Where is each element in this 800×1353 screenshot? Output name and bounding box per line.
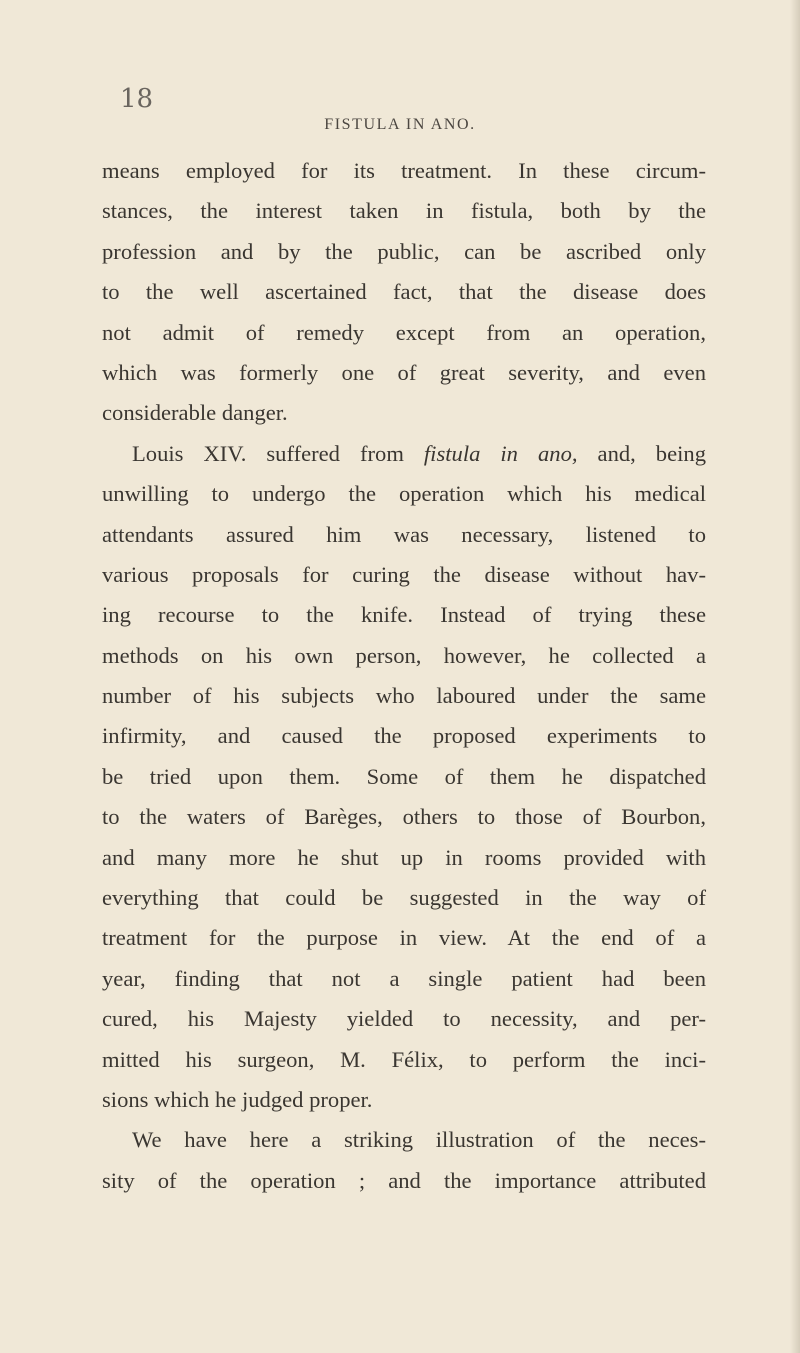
text-line: sions which he judged proper.	[102, 1086, 373, 1112]
text-line: means employed for its treatment. In these circum-	[102, 158, 706, 183]
louis-before: Louis XIV. suffered from	[132, 440, 424, 466]
text-line: sity of the operation ; and the importance attributed	[102, 1167, 706, 1193]
text-line: unwilling to undergo the operation which his medical	[102, 481, 706, 507]
text-line: be tried upon them. Some of them he dispatched	[102, 763, 706, 789]
text-line-louis	[102, 434, 706, 474]
text-line: not admit of remedy except from an operation,	[102, 319, 706, 345]
text-line: cured, his Majesty yielded to necessity, and per-	[102, 1006, 706, 1032]
text-line: treatment for the purpose in view. At the end of a	[102, 925, 706, 951]
text-line: number of his subjects who laboured under the same	[102, 683, 706, 709]
text-line: infirmity, and caused the proposed experiments to	[102, 723, 706, 749]
text-line: methods on his own person, however, he collected a	[102, 642, 706, 668]
text-line: year, finding that not a single patient had been	[102, 965, 706, 991]
louis-after: and, being	[577, 440, 707, 466]
running-head: FISTULA IN ANO.	[324, 116, 476, 133]
text-line: stances, the interest taken in fistula, both by the	[102, 198, 706, 224]
page-edge-shadow	[790, 0, 800, 1353]
text-line: various proposals for curing the disease without hav-	[102, 561, 706, 587]
text-line: to the waters of Barèges, others to those of Bourbon,	[102, 804, 706, 830]
text-line: attendants assured him was necessary, listened to	[102, 521, 706, 547]
text-line: ing recourse to the knife. Instead of trying these	[102, 602, 706, 628]
text-line: profession and by the public, can be ascribed only	[102, 238, 706, 264]
text-line: mitted his surgeon, M. Félix, to perform the inci-	[102, 1046, 706, 1072]
body-text	[102, 151, 706, 1201]
text-line: considerable danger.	[102, 400, 288, 426]
page-number: 18	[120, 84, 154, 114]
text-line: to the well ascertained fact, that the disease does	[102, 279, 706, 305]
text-line: which was formerly one of great severity, and even	[102, 359, 706, 385]
text-line: and many more he shut up in rooms provided with	[102, 844, 706, 870]
italic-phrase: fistula in ano,	[423, 440, 578, 466]
text-line: We have here a striking illustration of the neces-	[132, 1127, 706, 1153]
text-line: everything that could be suggested in the way of	[102, 885, 706, 911]
